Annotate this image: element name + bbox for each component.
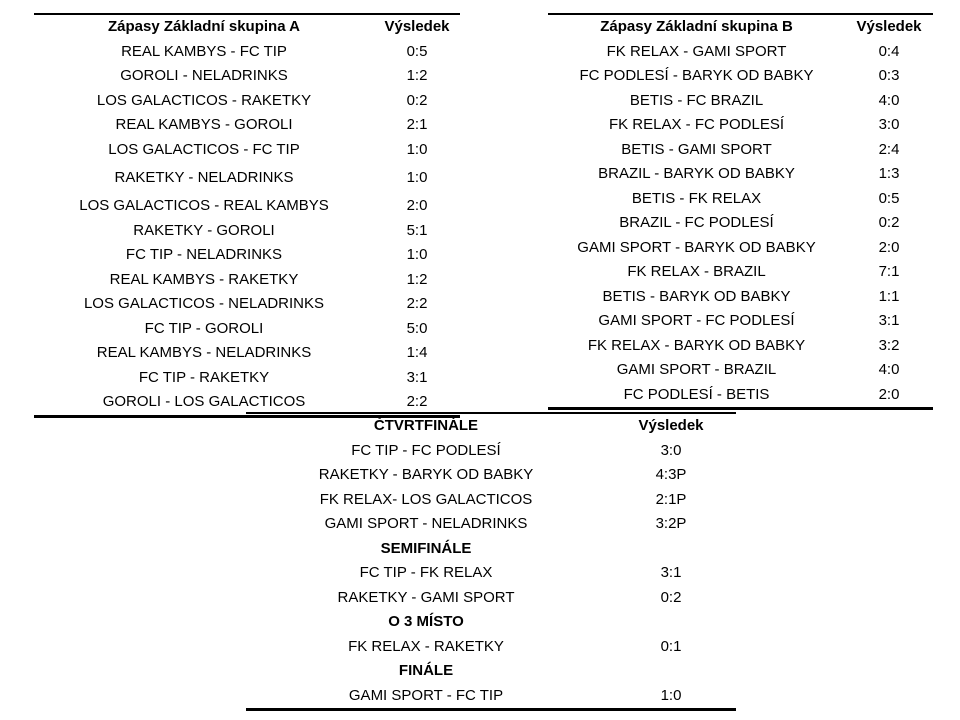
match-cell: BETIS - BARYK OD BABKY [602, 287, 791, 305]
table-row [548, 64, 933, 89]
match-cell: FC PODLESÍ - BARYK OD BABKY [579, 67, 814, 84]
table-row [548, 113, 933, 138]
result-cell: 3:0 [660, 441, 682, 459]
table-row [34, 162, 460, 194]
semifinal-title: SEMIFINÁLE [380, 539, 472, 557]
result-cell: 4:0 [878, 361, 900, 378]
match-cell: LOS GALACTICOS - FC TIP [108, 140, 300, 158]
quarterfinal-header-row [246, 413, 736, 439]
match-cell: REAL KAMBYS - NELADRINKS [96, 344, 312, 361]
table-row [548, 187, 933, 212]
table-row [246, 635, 736, 660]
result-cell: 3:2 [878, 336, 900, 354]
result-cell: 1:0 [406, 140, 428, 158]
table-row [34, 219, 460, 244]
result-cell: 0:5 [406, 42, 428, 60]
result-cell: 4:3P [655, 466, 687, 483]
result-cell: 3:0 [878, 116, 900, 133]
table-row [34, 194, 460, 219]
match-cell: BRAZIL - BARYK OD BABKY [598, 165, 795, 182]
result-cell: 0:5 [878, 189, 900, 207]
match-cell: FK RELAX - FC PODLESÍ [608, 116, 785, 133]
result-cell: 7:1 [878, 263, 900, 280]
table-row [246, 586, 736, 611]
match-cell: GAMI SPORT - FC PODLESÍ [598, 312, 795, 329]
result-cell: 0:3 [878, 67, 900, 84]
result-cell: 5:0 [406, 319, 428, 337]
result-cell: 2:0 [878, 238, 900, 256]
result-cell: 2:0 [878, 385, 900, 403]
result-cell: 0:2 [406, 91, 428, 109]
match-cell: GOROLI - NELADRINKS [120, 67, 288, 84]
match-cell: FC TIP - RAKETKY [138, 368, 270, 386]
match-cell: BETIS - FK RELAX [631, 189, 762, 207]
result-cell: 0:1 [660, 637, 682, 655]
table-row [34, 317, 460, 342]
table-row [34, 89, 460, 114]
result-cell: 1:1 [878, 287, 900, 305]
result-cell: 5:1 [406, 221, 428, 239]
match-cell: LOS GALACTICOS - REAL KAMBYS [79, 197, 329, 214]
result-cell: 3:2P [655, 515, 687, 532]
table-row [34, 268, 460, 293]
group-b-match-header: Zápasy Základní skupina B [600, 18, 793, 35]
table-row [34, 138, 460, 163]
quarterfinal-result-header: Výsledek [638, 417, 704, 434]
result-cell: 2:2 [406, 393, 428, 410]
result-cell: 3:1 [660, 564, 682, 581]
table-row [34, 366, 460, 391]
result-cell: 0:2 [660, 588, 682, 606]
result-cell: 1:0 [406, 246, 428, 263]
final-title: FINÁLE [398, 662, 454, 679]
match-cell: GAMI SPORT - NELADRINKS [324, 515, 528, 532]
table-row [246, 463, 736, 488]
table-row [34, 64, 460, 89]
result-cell: 2:0 [406, 197, 428, 214]
table-row [548, 334, 933, 359]
match-cell: BETIS - FC BRAZIL [629, 91, 764, 109]
group-a-match-header: Zápasy Základní skupina A [107, 18, 300, 35]
table-row [548, 89, 933, 114]
third-place-header-row [246, 610, 736, 635]
result-cell: 1:2 [406, 270, 428, 288]
match-cell: BETIS - GAMI SPORT [621, 140, 772, 158]
group-a-table [34, 13, 460, 418]
table-row [548, 162, 933, 187]
result-cell: 1:0 [406, 169, 428, 186]
result-cell: 2:1P [655, 490, 687, 508]
match-cell: FC TIP - FK RELAX [359, 564, 493, 581]
match-cell: REAL KAMBYS - GOROLI [115, 116, 293, 133]
match-cell: FK RELAX- LOS GALACTICOS [319, 490, 533, 508]
table-row [246, 439, 736, 464]
table-row [548, 285, 933, 310]
quarterfinal-title: ČTVRTFINÁLE [373, 417, 479, 434]
table-row [246, 684, 736, 710]
group-a-result-header: Výsledek [384, 18, 450, 35]
table-row [246, 512, 736, 537]
playoff-table [246, 412, 736, 711]
match-cell: LOS GALACTICOS - NELADRINKS [83, 295, 325, 312]
semifinal-header-row [246, 537, 736, 562]
table-row [34, 40, 460, 65]
match-cell: RAKETKY - GOROLI [133, 221, 275, 239]
result-cell: 4:0 [878, 91, 900, 109]
table-row [246, 488, 736, 513]
table-row [34, 243, 460, 268]
match-cell: RAKETKY - GAMI SPORT [337, 588, 515, 606]
match-cell: RAKETKY - NELADRINKS [114, 169, 294, 186]
match-cell: FC PODLESÍ - BETIS [623, 385, 770, 403]
result-cell: 3:1 [406, 368, 428, 386]
table-row [548, 211, 933, 236]
group-b-result-header: Výsledek [856, 18, 922, 35]
table-row [34, 341, 460, 366]
group-b-header-row [548, 14, 933, 40]
match-cell: GAMI SPORT - BARYK OD BABKY [577, 238, 816, 256]
result-cell: 0:2 [878, 214, 900, 231]
match-cell: FC TIP - FC PODLESÍ [351, 441, 501, 459]
table-row [548, 138, 933, 163]
table-row [246, 561, 736, 586]
match-cell: GAMI SPORT - BRAZIL [616, 361, 777, 378]
table-row [34, 292, 460, 317]
result-cell: 2:2 [406, 295, 428, 312]
match-cell: RAKETKY - BARYK OD BABKY [318, 466, 534, 483]
result-cell: 1:2 [406, 67, 428, 84]
match-cell: GOROLI - LOS GALACTICOS [102, 393, 306, 410]
match-cell: FK RELAX - RAKETKY [348, 637, 504, 655]
result-cell: 1:3 [878, 165, 900, 182]
table-row [34, 113, 460, 138]
result-cell: 2:4 [878, 140, 900, 158]
group-a-header-row [34, 14, 460, 40]
table-row [548, 358, 933, 383]
final-header-row [246, 659, 736, 684]
match-cell: BRAZIL - FC PODLESÍ [619, 214, 774, 231]
match-cell: FC TIP - GOROLI [144, 319, 264, 337]
result-cell: 3:1 [878, 312, 900, 329]
group-b-table [548, 13, 933, 410]
table-row [548, 40, 933, 65]
table-row [548, 383, 933, 409]
table-row [548, 236, 933, 261]
match-cell: LOS GALACTICOS - RAKETKY [96, 91, 312, 109]
third-place-title: O 3 MÍSTO [388, 613, 464, 630]
result-cell: 1:0 [660, 686, 682, 704]
table-row [548, 309, 933, 334]
match-cell: FK RELAX - GAMI SPORT [606, 42, 787, 60]
match-cell: FK RELAX - BARYK OD BABKY [587, 336, 806, 354]
match-cell: REAL KAMBYS - FC TIP [121, 42, 287, 60]
result-cell: 2:1 [406, 116, 428, 133]
match-cell: GAMI SPORT - FC TIP [348, 686, 504, 704]
result-cell: 0:4 [878, 42, 900, 60]
match-cell: FC TIP - NELADRINKS [125, 246, 283, 263]
match-cell: FK RELAX - BRAZIL [627, 263, 766, 280]
match-cell: REAL KAMBYS - RAKETKY [109, 270, 299, 288]
table-row [548, 260, 933, 285]
result-cell: 1:4 [406, 344, 428, 361]
